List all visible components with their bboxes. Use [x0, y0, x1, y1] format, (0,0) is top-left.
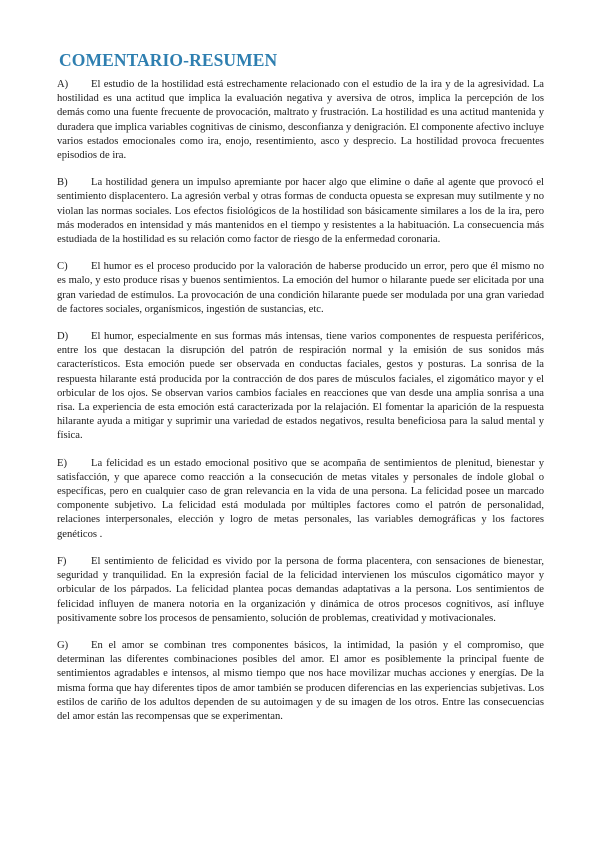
paragraph-text: El humor es el proceso producido por la valoración de haberse producido un error, pero que él mismo no es malo, y esto produce risas y buenos sentimientos. La emoción del humor o hilarante puede ser elicitada por una gran variedad de estímulos. La provocación de una condición hilarante puede ser modulada por una gran variedad de factores sociales, organísmicos, ingestión de sustancias, etc.: [57, 261, 544, 315]
paragraph-b: [57, 176, 544, 247]
paragraph-text: La felicidad es un estado emocional positivo que se acompaña de sentimientos de plenitud, bienestar y satisfacción, y que aparece como reacción a la consecución de metas vitales y personales de índole global o específicas, pero en cualquier caso de gran relevancia en la vida de una persona. La felicidad posee un marcado componente subjetivo. La felicidad está modulada por múltiples factores como el patrón de personalidad, relaciones interpersonales, elección y logro de metas personales, las variables demográficas y los factores genéticos .: [57, 457, 544, 540]
paragraph-label: B): [57, 177, 68, 189]
paragraph-text: La hostilidad genera un impulso apremiante por hacer algo que elimine o dañe al agente que provocó el sentimiento displacentero. La agresión verbal y otras formas de conducta opuesta se expresan muy sutilmente y no violan las normas sociales. Los efectos fisiológicos de la hostilidad son básicamente similares a los de la ira, pero más moderados en intensidad y más mantenidos en el tiempo y resistentes a la habituación. La consecuencia más estudiada de la hostilidad es su relación como factor de riesgo de la enfermedad coronaria.: [57, 177, 544, 246]
paragraph-text: El humor, especialmente en sus formas más intensas, tiene varios componentes de respuesta periféricos, entre los que destacan la disrupción del patrón de respiración normal y la emisión de sus sonidos más característicos. Esta emoción puede ser observada en conductas faciales, gestos y posturas. La sonrisa de la respuesta hilarante está producida por la contracción de dos pares de músculos faciales, el zigomático mayor y el orbicular de los ojos. Se observan varios cambios faciales en reacciones que van desde una amplia sonrisa a una risa. La experiencia de esta emoción está caracterizada por la relajación. El fomentar la aparición de la respuesta hilarante ayuda a mitigar y suprimir una variedad de estados negativos, resulta beneficiosa para la salud mental y física.: [57, 331, 544, 442]
paragraph-text: El sentimiento de felicidad es vivido por la persona de forma placentera, con sensaciones de bienestar, seguridad y tranquilidad. En la expresión facial de la felicidad intervienen los músculos cigomático mayor y orbicular de los párpados. La felicidad plantea pocas demandas adaptativas a la persona. Los sentimientos de felicidad influyen de manera notoria en la organización y dinámica de otros procesos cognitivos, así influye positivamente sobre los procesos de pensamiento, solución de problemas, creatividad y motivacionales.: [57, 555, 544, 624]
paragraph-label: F): [57, 555, 67, 567]
paragraph-c: [57, 260, 544, 317]
paragraph-label: D): [57, 331, 69, 343]
page-title: COMENTARIO-RESUMEN: [59, 50, 278, 70]
paragraph-g: [57, 639, 544, 724]
paragraph-a: [57, 78, 544, 163]
paragraph-f: [57, 555, 544, 626]
document-page: [57, 50, 544, 737]
paragraph-label: G): [57, 639, 69, 651]
paragraph-text: El estudio de la hostilidad está estrechamente relacionado con el estudio de la ira y de la agresividad. La hostilidad es una actitud que implica la evaluación negativa y aversiva de otros, implica la percepción de los demás como una fuente frecuente de provocación, maltrato y frustración. La hostilidad es una actitud mantenida y duradera que implica variables cognitivas de cinismo, desconfianza y denigración. El componente afectivo incluye varios estados emocionales como ira, enojo, resentimiento, asco y desprecio. La hostilidad provoca frecuentes episodios de ira.: [57, 79, 544, 162]
paragraph-label: E): [57, 457, 67, 469]
paragraph-label: A): [57, 79, 69, 90]
paragraph-e: [57, 457, 544, 542]
paragraph-d: [57, 330, 544, 444]
paragraph-text: En el amor se combinan tres componentes básicos, la intimidad, la pasión y el compromiso, que determinan las diferentes combinaciones posibles del amor. El amor es posiblemente la principal fuente de sentimientos agradables e intensos, al mismo tiempo que nos hace movilizar muchas acciones y energías. De la misma forma que hay diferentes tipos de amor también se producen diferencias en las experiencias subjetivas. Los estilos de cariño de los adultos dependen de su autoimagen y de su imagen de los otros. Entre las consecuencias del amor están las recompensas que se experimentan.: [57, 639, 544, 722]
paragraph-label: C): [57, 261, 68, 273]
